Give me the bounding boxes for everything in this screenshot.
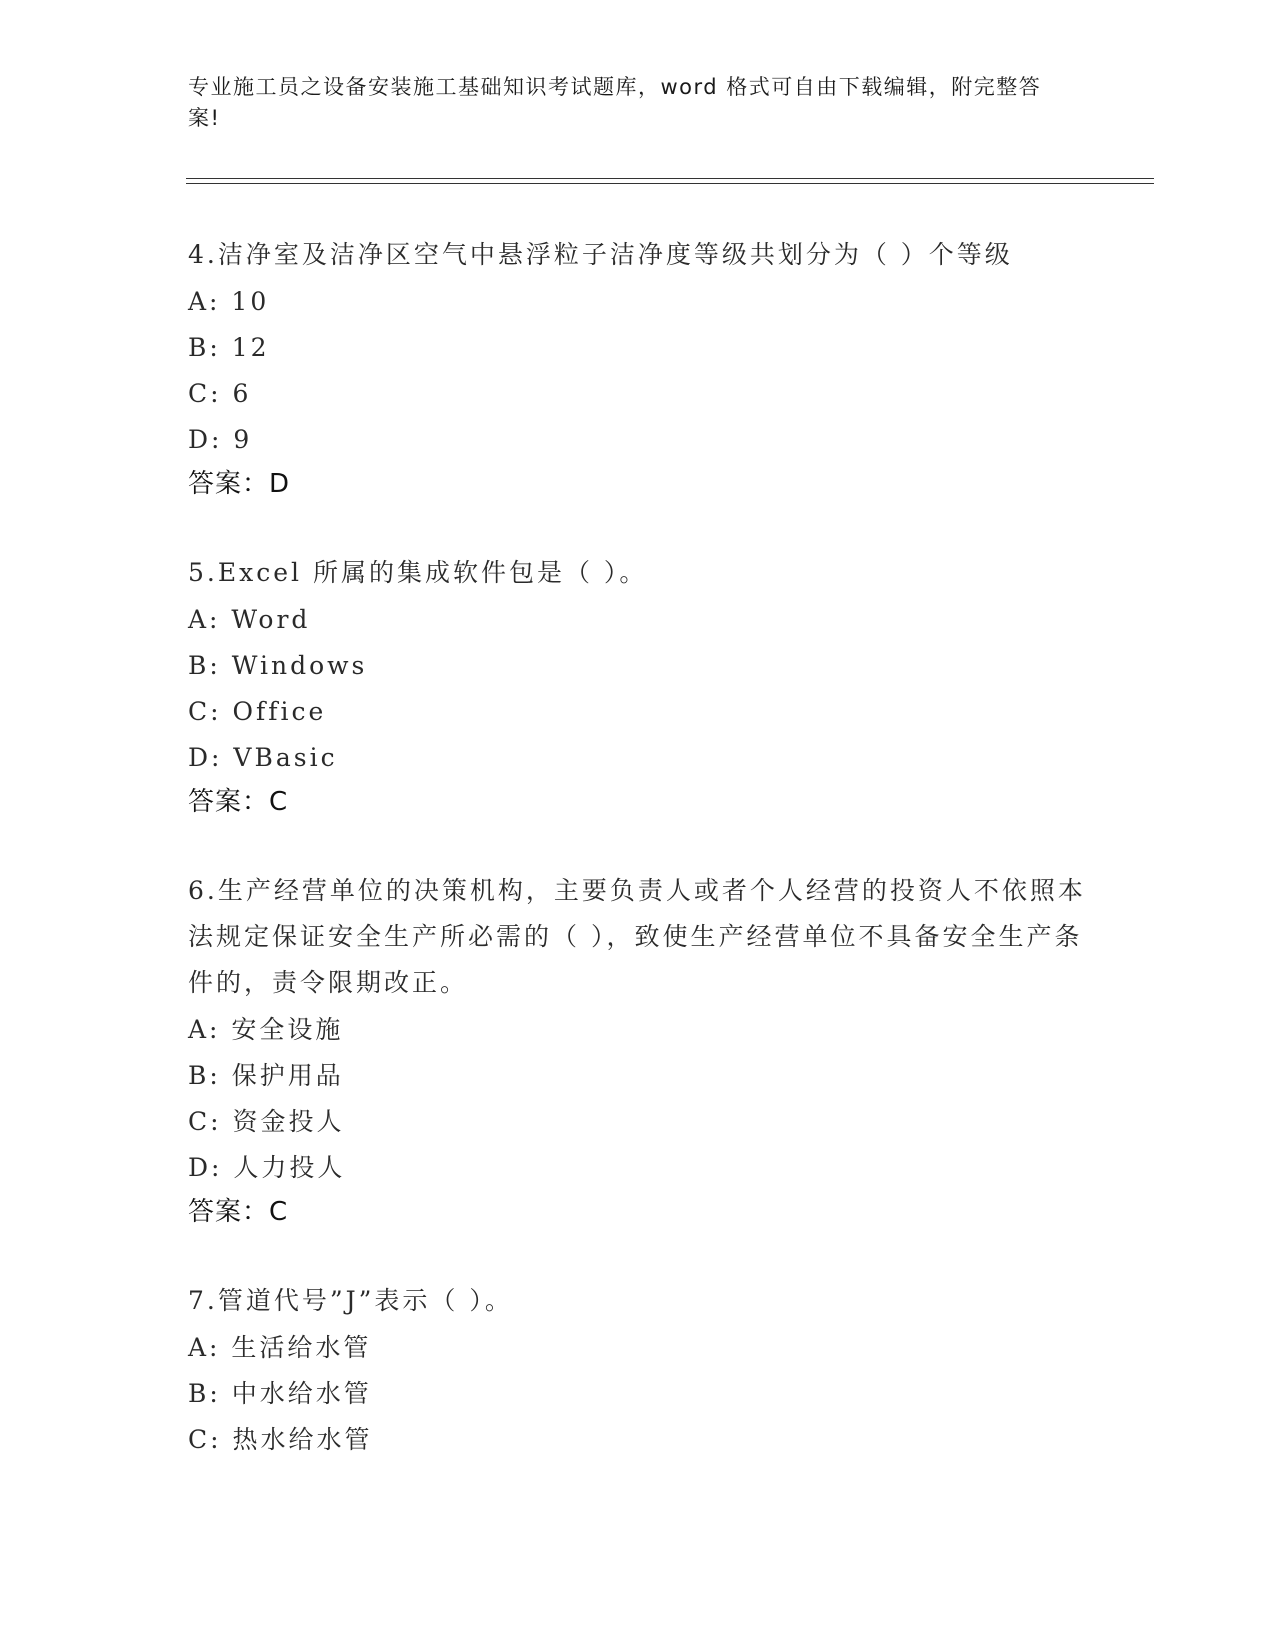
- option-c: C: 资金投人: [188, 1107, 345, 1136]
- option-a: A: 生活给水管: [188, 1333, 372, 1362]
- answer: 答案：C: [188, 1197, 289, 1227]
- option-d: D: VBasic: [188, 743, 338, 772]
- header-divider-top: [186, 178, 1154, 179]
- question-7: [188, 1278, 1088, 1463]
- answer: 答案：D: [188, 469, 291, 499]
- option-a: A: 10: [188, 287, 270, 316]
- question-4: [188, 232, 1088, 505]
- option-b: B: 12: [188, 333, 270, 362]
- header-divider-bottom: [186, 183, 1154, 184]
- option-a: A: 安全设施: [188, 1015, 344, 1044]
- option-c: C: 6: [188, 379, 252, 408]
- option-a: A: Word: [188, 605, 311, 634]
- question-text: 7.管道代号”J”表示（ ）。: [188, 1286, 513, 1315]
- question-5: [188, 550, 1088, 823]
- option-c: C: 热水给水管: [188, 1425, 373, 1454]
- option-b: B: Windows: [188, 651, 368, 680]
- option-b: B: 中水给水管: [188, 1379, 372, 1408]
- option-d: D: 9: [188, 425, 253, 454]
- question-text: 6.生产经营单位的决策机构，主要负责人或者个人经营的投资人不依照本法规定保证安全生产所必需的（ ），致使生产经营单位不具备安全生产条件的，责令限期改正。: [188, 876, 1086, 997]
- option-c: C: Office: [188, 697, 327, 726]
- question-6: [188, 868, 1088, 1233]
- document-header: 专业施工员之设备安装施工基础知识考试题库，word 格式可自由下载编辑，附完整答案!: [188, 75, 1042, 130]
- option-b: B: 保护用品: [188, 1061, 344, 1090]
- question-text: 5.Excel 所属的集成软件包是（ ）。: [188, 558, 648, 587]
- question-text: 4.洁净室及洁净区空气中悬浮粒子洁净度等级共划分为（ ）个等级: [188, 240, 1013, 269]
- answer: 答案：C: [188, 787, 289, 817]
- option-d: D: 人力投人: [188, 1153, 346, 1182]
- question-list: [188, 232, 1088, 1508]
